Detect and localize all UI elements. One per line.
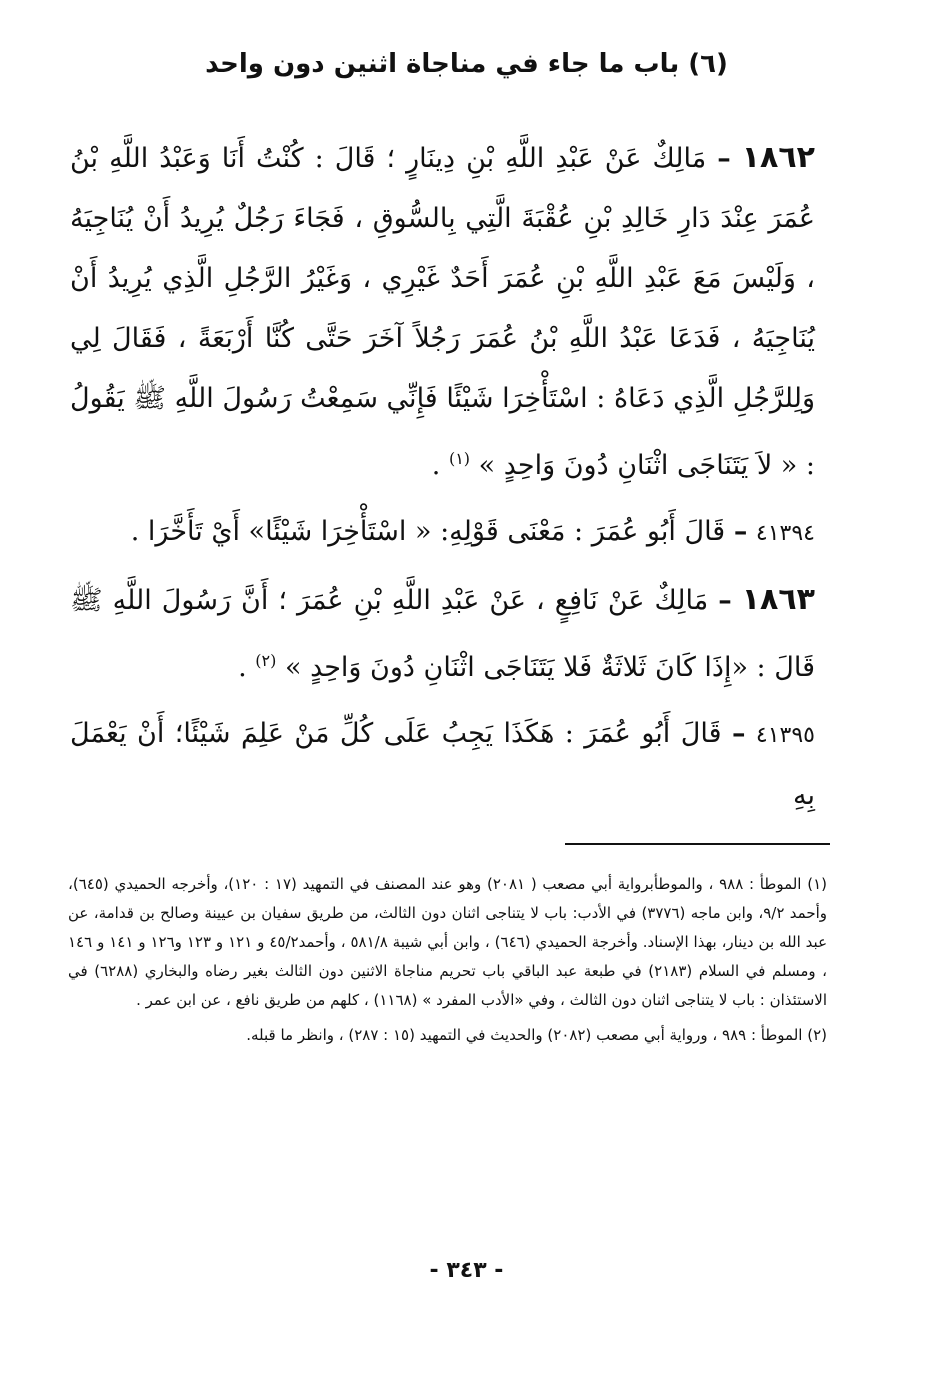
- period: .: [431, 450, 441, 481]
- hadith-text: مَالِكٌ عَنْ عَبْدِ اللَّهِ بْنِ دِينَارٍ ؛ قَالَ : كُنْتُ أَنَا وَعَبْدُ اللَّهِ بْنُ عُمَرَ عِنْدَ دَارِ خَالِدِ بْنِ عُقْبَةَ الَّتِي بِالسُّوقِ ، فَجَاءَ رَجُلٌ يُرِيدُ أَنْ يُنَاجِيَهُ ، وَلَيْسَ مَعَ عَبْدِ اللَّهِ بْنِ عُمَرَ أَحَدٌ غَيْرِي ، وَغَيْرُ الرَّجُلِ الَّذِي يُرِيدُ أَنْ يُنَاجِيَهُ ، فَدَعَا عَبْدُ اللَّهِ بْنُ عُمَرَ رَجُلاً آخَرَ حَتَّى كُنَّا أَرْبَعَةً ، فَقَالَ لِي وَلِلرَّجُلِ الَّذِي دَعَاهُ : اسْتَأْخِرَا شَيْئًا فَإِنِّي سَمِعْتُ رَسُولَ اللَّهِ ﷺ يَقُولُ : « لاَ يَتَنَاجَى اثْنَانِ دُونَ وَاحِدٍ »: [70, 143, 815, 481]
- hadith-text: مَالِكٌ عَنْ نَافِعٍ ، عَنْ عَبْدِ اللَّهِ بْنِ عُمَرَ ؛ أَنَّ رَسُولَ اللَّهِ ﷺ قَالَ : «إِذَا كَانَ ثَلاثَةٌ فَلا يَتَنَاجَى اثْنَانِ دُونَ وَاحِدٍ »: [70, 585, 815, 683]
- commentary-number: ٤١٣٩٥: [755, 723, 815, 748]
- footnote-2: (٢) الموطأ : ٩٨٩ ، ورواية أبي مصعب (٢٠٨٢) والحديث في التمهيد (١٥ : ٢٨٧) ، وانظر ما قبله.: [246, 1026, 827, 1044]
- hadith-1863: [70, 570, 815, 698]
- commentary-41394: [70, 502, 815, 564]
- hadith-number: ١٨٦٣: [741, 582, 815, 617]
- separator-dash: –: [718, 585, 732, 616]
- commentary-text: قَالَ أَبُو عُمَرَ : هَكَذَا يَجِبُ عَلَى كُلِّ مَنْ عَلِمَ شَيْئًا؛ أَنْ يَعْمَلَ بِهِ: [70, 718, 815, 811]
- footnote-ref: (١): [448, 449, 471, 468]
- chapter-title: (٦) باب ما جاء في مناجاة اثنين دون واحد: [205, 49, 728, 79]
- commentary-41395: [70, 704, 815, 826]
- period: .: [238, 652, 247, 683]
- footnotes: [68, 870, 827, 1050]
- hadith-1862: [70, 128, 815, 496]
- separator-dash: –: [733, 516, 748, 547]
- footnote-ref: (٢): [255, 651, 277, 670]
- footnote-1: (١) الموطأ : ٩٨٨ ، والموطأبرواية أبي مصعب ( ٢٠٨١) وهو عند المصنف في التمهيد (١٧ : ١٢٠)، وأخرجه الحميدي (٦٤٥)، وأحمد ٩/٢، وابن ماجه (٣٧٧٦) في الأدب: باب لا يتناجى اثنان دون الثالث، من طريق سفيان بن عيينة وصالح بن قدامة، عن عبد الله بن دينار، بهذا الإسناد. وأخرجة الحميدي (٦٤٦) ، وابن أبي شيبة ٥٨١/٨ ، وأحمد٤٥/٢ و ١٢١ و ١٢٣ و١٢٦ و ١٤١ و ١٤٦ ، ومسلم في السلام (٢١٨٣) في طبعة عبد الباقي باب تحريم مناجاة الاثنين دون الثالث بغير رضاه والبخاري (٦٢٨٨) في الاستئذان : باب لا يتناجى اثنان دون الثالث ، وفي «الأدب المفرد » (١١٦٨) ، كلهم من طريق نافع ، عن ابن عمر .: [68, 875, 828, 1009]
- separator-dash: –: [717, 143, 731, 174]
- separator-dash: –: [731, 718, 746, 749]
- page-number: - ٣٤٣ -: [429, 1258, 504, 1283]
- footnote-divider: [565, 843, 830, 845]
- main-text: [70, 128, 815, 826]
- commentary-number: ٤١٣٩٤: [755, 521, 815, 546]
- hadith-number: ١٨٦٢: [741, 140, 815, 175]
- commentary-text: قَالَ أَبُو عُمَرَ : مَعْنَى قَوْلِهِ: « اسْتَأْخِرَا شَيْئًا» أَيْ تَأَخَّرَا .: [130, 516, 726, 547]
